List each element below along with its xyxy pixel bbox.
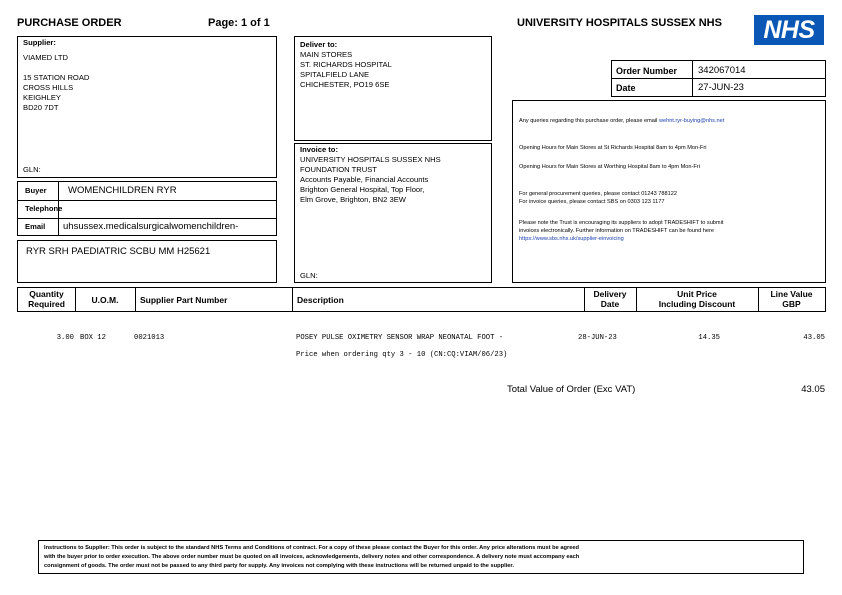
tradeshift-link[interactable]: https://www.sbs.nhs.uk/supplier-einvoicing [519,236,624,242]
total-value: 43.05 [801,384,825,395]
worthing-opening-hours: Opening Hours for Main Stores at Worthing Hospital 8am to 4pm Mon-Fri [519,164,700,170]
supplier-label: Supplier: [23,38,56,47]
order-number-value: 342067014 [698,65,746,76]
instructions-line: consignment of goods. The order must not be passed to any third party for supply. Any invoices not complying with these instructions will be returned unpaid to the supplier. [44,563,514,569]
order-reference-box [611,60,826,97]
row-line-value: 43.05 [803,334,825,342]
invoice-to-line: Accounts Payable, Financial Accounts [300,175,429,184]
header-delivery-date [584,289,636,309]
total-label: Total Value of Order (Exc VAT) [507,384,636,395]
row-quantity: 3.00 [56,334,74,342]
email-label: Email [25,222,46,231]
header-quantity [18,289,75,309]
tradeshift-note-2: invoices electronically. Further information on TRADESHIFT can be found here [519,228,714,234]
instructions-line: with the buyer prior to order execution. The above order number must be quoted on all invoices, acknowledgements, delivery notes and other correspondence. A delivery note must accompany each [44,554,580,560]
instructions-text [44,544,579,571]
queries-note [519,116,724,126]
tradeshift-note-1: Please note the Trust is encouraging its suppliers to adopt TRADESHIFT to submit [519,220,724,226]
deliver-to-box [294,36,492,141]
queries-email-link[interactable]: wehnt.ryr-buying@nhs.net [658,118,725,124]
supplier-instructions [38,540,804,574]
information-box [512,100,826,283]
invoice-to-gln-label: GLN: [300,271,318,280]
supplier-box [17,36,277,178]
row-part-number: 0021013 [134,334,165,342]
supplier-line: BD20 7DT [23,103,59,112]
deliver-to-line: CHICHESTER, PO19 6SE [300,80,390,89]
buyer-value: WOMENCHILDREN RYR [68,185,177,196]
header-line-value-line: Line Value [770,289,813,299]
header-description: Description [297,295,344,305]
invoice-to-line: Elm Grove, Brighton, BN2 3EW [300,195,406,204]
order-number-label: Order Number [616,66,678,76]
supplier-line: VIAMED LTD [23,53,69,62]
header-delivery-line: Delivery [593,289,627,299]
header-quantity-line: Required [28,299,65,309]
supplier-address [23,53,89,113]
header-line-value [758,289,825,309]
deliver-to-label: Deliver to: [300,40,338,49]
telephone-label: Telephone [25,204,63,213]
deliver-to-line: SPITALFIELD LANE [300,70,370,79]
cost-centre-value: RYR SRH PAEDIATRIC SCBU MM H25621 [26,246,211,257]
header-quantity-line: Quantity [29,289,64,299]
page-indicator: Page: 1 of 1 [208,17,270,29]
instructions-line: Instructions to Supplier: This order is subject to the standard NHS Terms and Conditions of contract. For a copy of these please contact the Buyer for this order. Any price alterations must be agreed [44,545,580,551]
invoice-to-label: Invoice to: [300,145,338,154]
email-value: uhsussex.medicalsurgicalwomenchildren- [63,221,239,232]
header-unit-price [636,289,758,309]
invoice-to-line: Brighton General Hospital, Top Floor, [300,185,425,194]
invoice-to-address [300,155,441,205]
row-description: POSEY PULSE OXIMETRY SENSOR WRAP NEONATAL FOOT - [296,334,504,342]
procurement-queries: For general procurement queries, please contact 01243 788122 [519,191,677,197]
row-unit-price: 14.35 [698,334,720,342]
supplier-gln-label: GLN: [23,165,41,174]
order-date-label: Date [616,83,636,93]
nhs-logo: NHS [754,15,824,45]
invoice-to-box [294,143,492,283]
row-description-note: Price when ordering qty 3 - 10 (CN:CQ:VIAM/06/23) [296,351,508,359]
invoice-to-line: FOUNDATION TRUST [300,165,377,174]
supplier-line: 15 STATION ROAD [23,73,90,82]
queries-text: Any queries regarding this purchase order, please email [519,118,659,124]
buyer-label: Buyer [25,186,47,195]
deliver-to-address [300,50,392,90]
header-unit-price-line: Including Discount [658,299,736,309]
deliver-to-line: MAIN STORES [300,50,353,59]
cost-centre-box [17,240,277,283]
invoice-queries: For invoice queries, please contact SBS on 0303 123 1177 [519,199,665,205]
supplier-line [23,63,89,73]
header-unit-price-line: Unit Price [677,289,717,299]
buyer-contact-box [17,181,277,236]
richards-opening-hours: Opening Hours for Main Stores at St Richards Hospital 8am to 4pm Mon-Fri [519,145,707,151]
supplier-line: KEIGHLEY [23,93,61,102]
deliver-to-line: ST. RICHARDS HOSPITAL [300,60,392,69]
row-delivery-date: 28-JUN-23 [578,334,617,342]
row-uom: BOX 12 [80,334,106,342]
supplier-line: CROSS HILLS [23,83,74,92]
header-part-number: Supplier Part Number [140,295,228,305]
order-date-value: 27-JUN-23 [698,82,744,93]
header-uom: U.O.M. [91,295,119,305]
invoice-to-line: UNIVERSITY HOSPITALS SUSSEX NHS [300,155,441,164]
document-title: PURCHASE ORDER [17,17,122,29]
header-line-value-line: GBP [782,299,801,309]
line-items-header [17,287,826,312]
header-delivery-line: Date [600,299,620,309]
organisation-name: UNIVERSITY HOSPITALS SUSSEX NHS [517,17,722,29]
